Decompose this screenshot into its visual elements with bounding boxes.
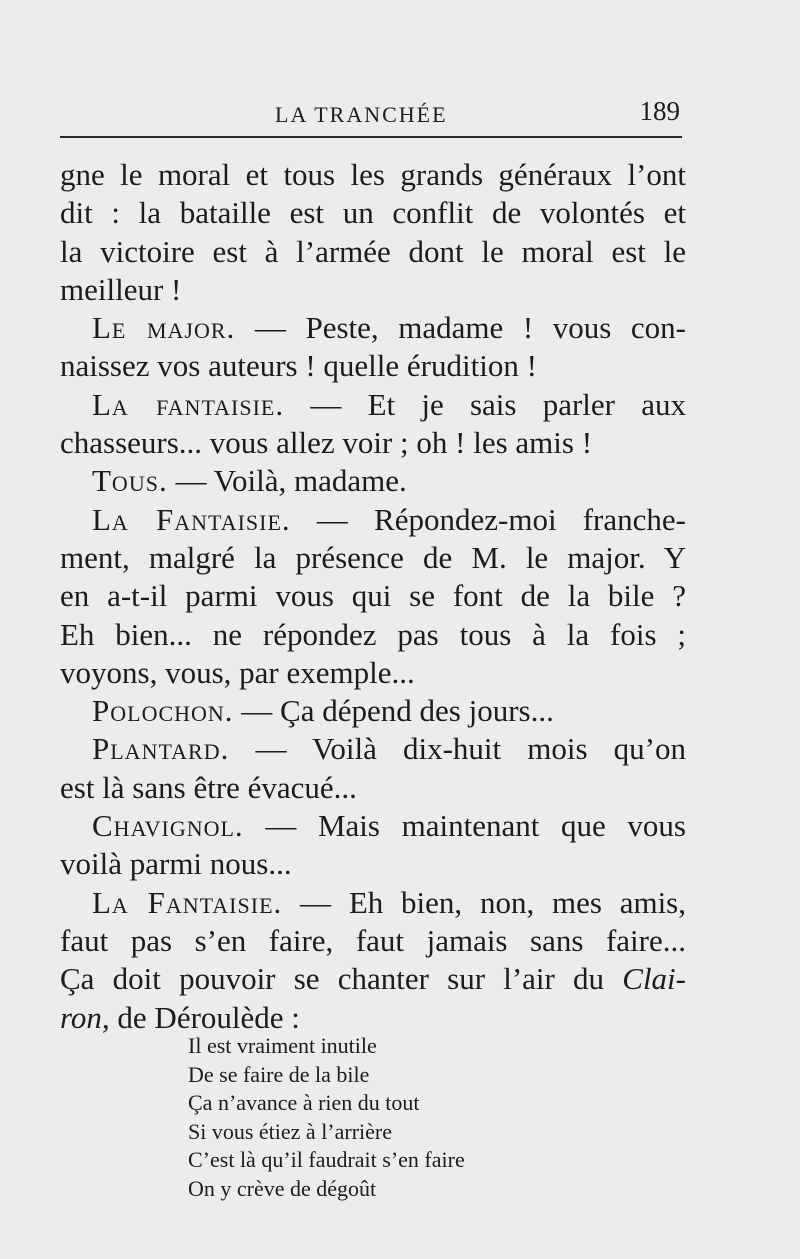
speaker-name: Le major. [92,310,236,346]
italic-title: Clai- [622,961,686,997]
text-line: meilleur ! [60,271,182,307]
text-line: en a-t-il parmi vous qui se font de la bile ? [60,578,686,614]
page-number: 189 [639,96,680,126]
text-line: faut pas s’en faire, faut jamais sans faire... [60,922,686,958]
running-title: LA TRANCHÉE [275,102,448,127]
text-line: voyons, vous, par exemple... [60,654,415,690]
speech-text: — Mais maintenant que vous [243,808,686,844]
verse-line: On y crève de dégoût [188,1175,377,1201]
dialogue-line [60,807,686,845]
verse-line: Il est vraiment inutile [188,1033,377,1058]
text-line: dit : la bataille est un conflit de volontés et [60,195,686,231]
dialogue-line [60,884,686,922]
song-verse [188,1032,465,1204]
verse-line: De se faire de la bile [188,1061,370,1087]
speech-text: — Et je sais parler aux [284,386,686,422]
text-line: Eh bien... ne répondez pas tous à la fois ; [60,616,686,652]
dialogue-line [60,730,686,768]
verse-line: Si vous étiez à l’arrière [188,1118,393,1144]
speaker-name: Polochon. [92,693,234,729]
dialogue-line [60,386,686,424]
speaker-name: La fantaisie. [92,386,285,422]
dialogue-line [60,462,686,500]
verse-line: C’est là qu’il faudrait s’en faire [188,1147,465,1173]
text-segment: Ça doit pouvoir se chanter sur l’air du [60,961,623,997]
text-segment: de Déroulède : [109,999,300,1035]
text-line: naissez vos auteurs ! quelle érudition ! [60,348,537,384]
speech-text: — Ça dépend des jours... [233,693,554,729]
text-line: ment, malgré la présence de M. le major. Y [60,539,686,575]
italic-title: ron, [60,999,110,1035]
dialogue-line [60,309,686,347]
speaker-name: Tous. [92,463,168,499]
speaker-name: Chavignol. [92,808,244,844]
speaker-name: La Fantaisie. [92,501,291,537]
text-line: la victoire est à l’armée dont le moral est le [60,233,686,269]
page-header [60,96,682,138]
speech-text: — Peste, madame ! vous con- [235,310,686,346]
speech-text: — Eh bien, non, mes amis, [282,884,686,920]
text-line: voilà parmi nous... [60,846,292,882]
speaker-name: La Fantaisie. [92,884,283,920]
text-line: gne le moral et tous les grands généraux l’ont [60,157,686,192]
text-line: est là sans être évacué... [60,769,357,805]
speech-text: — Répondez-moi franche- [290,501,686,537]
verse-line: Ça n’avance à rien du tout [188,1090,420,1116]
text-line [60,960,686,998]
dialogue-line [60,692,686,730]
speech-text: — Voilà, madame. [167,463,407,499]
dialogue-line [60,501,686,539]
speaker-name: Plantard. [92,731,230,767]
speech-text: — Voilà dix-huit mois qu’on [229,731,686,767]
text-line: chasseurs... vous allez voir ; oh ! les amis ! [60,425,593,461]
body-text [60,156,686,1037]
